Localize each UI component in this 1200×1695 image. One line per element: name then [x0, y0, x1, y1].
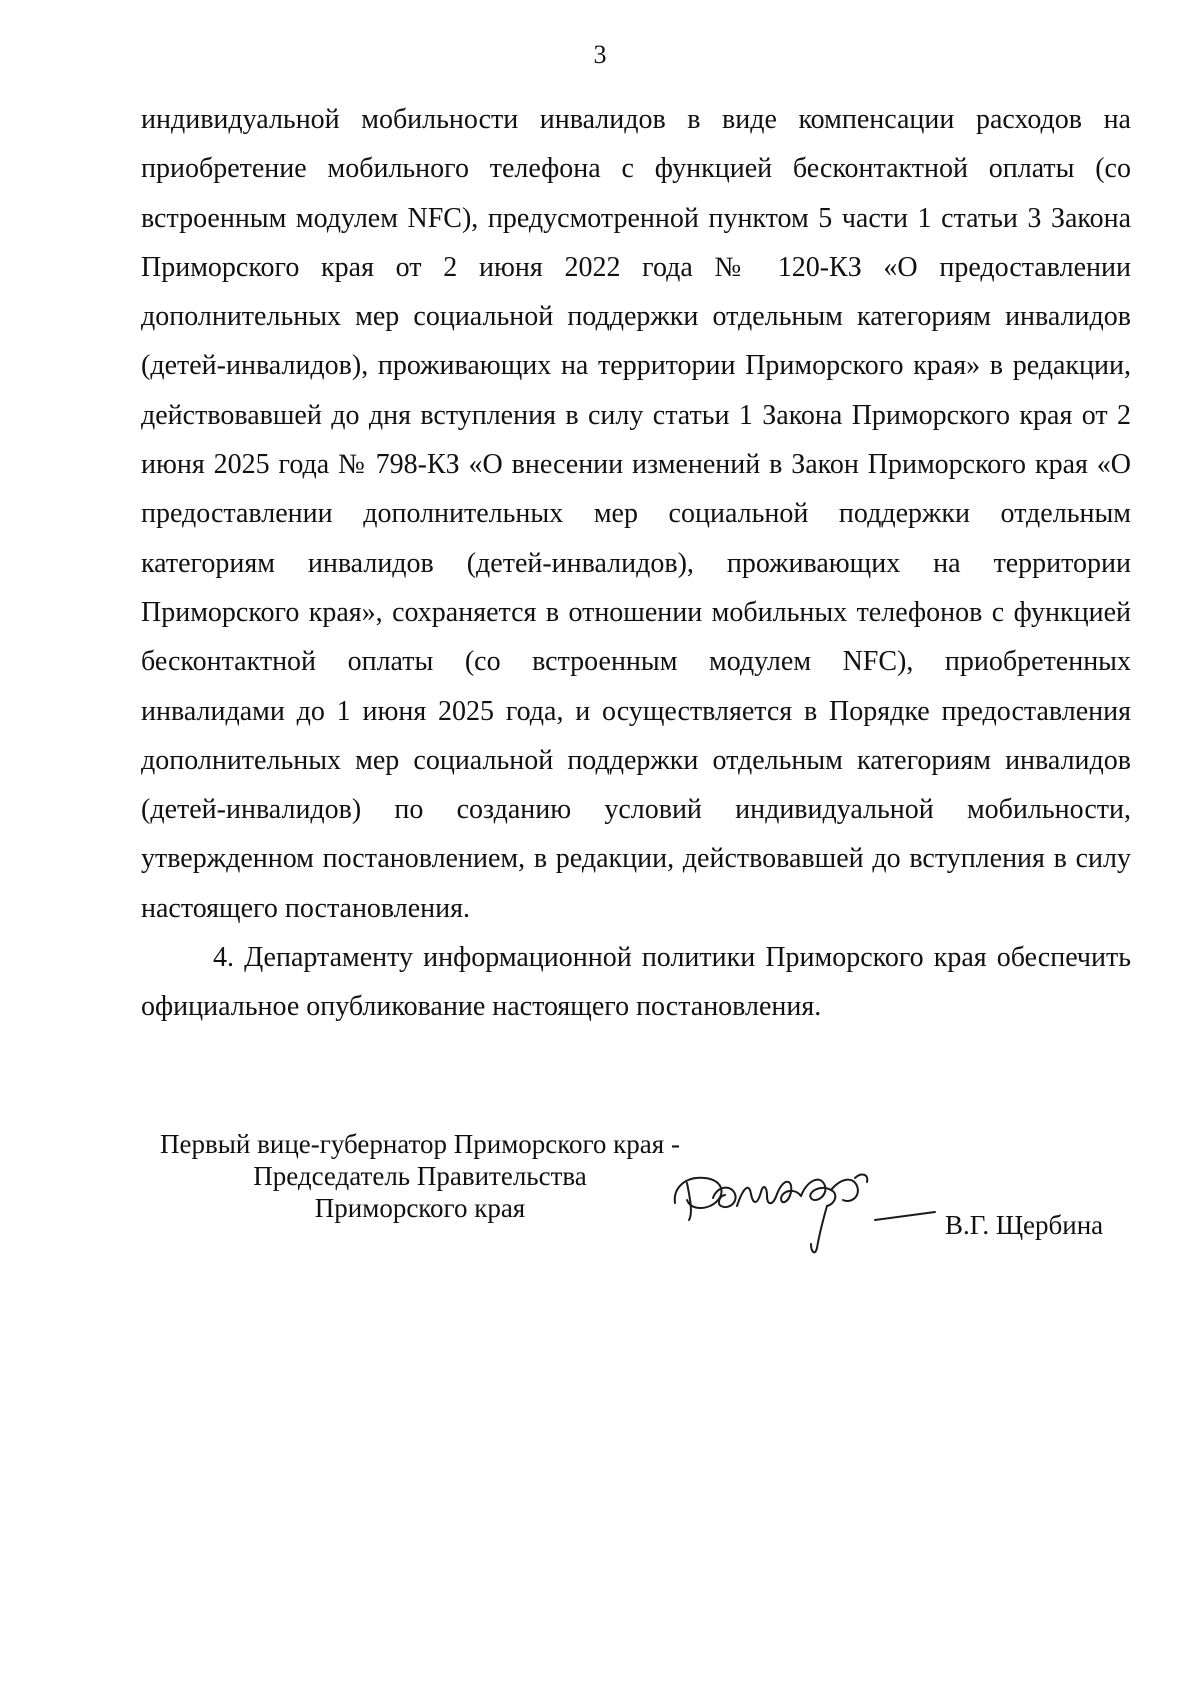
signer-title-line-2: Председатель Правительства [253, 1161, 587, 1191]
signature-block [0, 1128, 1200, 1288]
paragraph-item-4: 4. Департаменту информационной политики Приморского края обеспечить официальное опубликование настоящего постановления. [141, 942, 1131, 1023]
signer-title [130, 1128, 710, 1224]
handwritten-signature [665, 1148, 945, 1268]
page-number: 3 [593, 40, 607, 69]
paragraph-continuation: индивидуальной мобильности инвалидов в виде компенсации расходов на приобретение мобильного телефона с функцией бесконтактной оплаты (со встроенным модулем NFC), предусмотренной пунктом 5 части 1 статьи 3 Закона Приморского края от 2 июня 2022 года № 120-КЗ «О предоставлении дополнительных мер социальной поддержки отдельным категориям инвалидов (детей-инвалидов), проживающих на территории Приморского края» в редакции, действовавшей до дня вступления в силу статьи 1 Закона Приморского края от 2 июня 2025 года № 798-КЗ «О внесении изменений в Закон Приморского края «О предоставлении дополнительных мер социальной поддержки отдельным категориям инвалидов (детей-инвалидов), проживающих на территории Приморского края», сохраняется в отношении мобильных телефонов с функцией бесконтактной оплаты (со встроенным модулем NFC), приобретенных инвалидами до 1 июня 2025 года, и осуществляется в Порядке предоставления дополнительных мер социальной поддержки отдельным категориям инвалидов (детей-инвалидов) по созданию условий индивидуальной мобильности, утвержденном постановлением, в редакции, действовавшей до вступления в силу настоящего постановления. [141, 104, 1131, 924]
signer-title-line-3: Приморского края [314, 1193, 526, 1223]
signer-title-line-1: Первый вице-губернатор Приморского края - [160, 1129, 680, 1159]
signer-name: В.Г. Щербина [945, 1210, 1104, 1240]
document-body [141, 95, 1131, 1032]
